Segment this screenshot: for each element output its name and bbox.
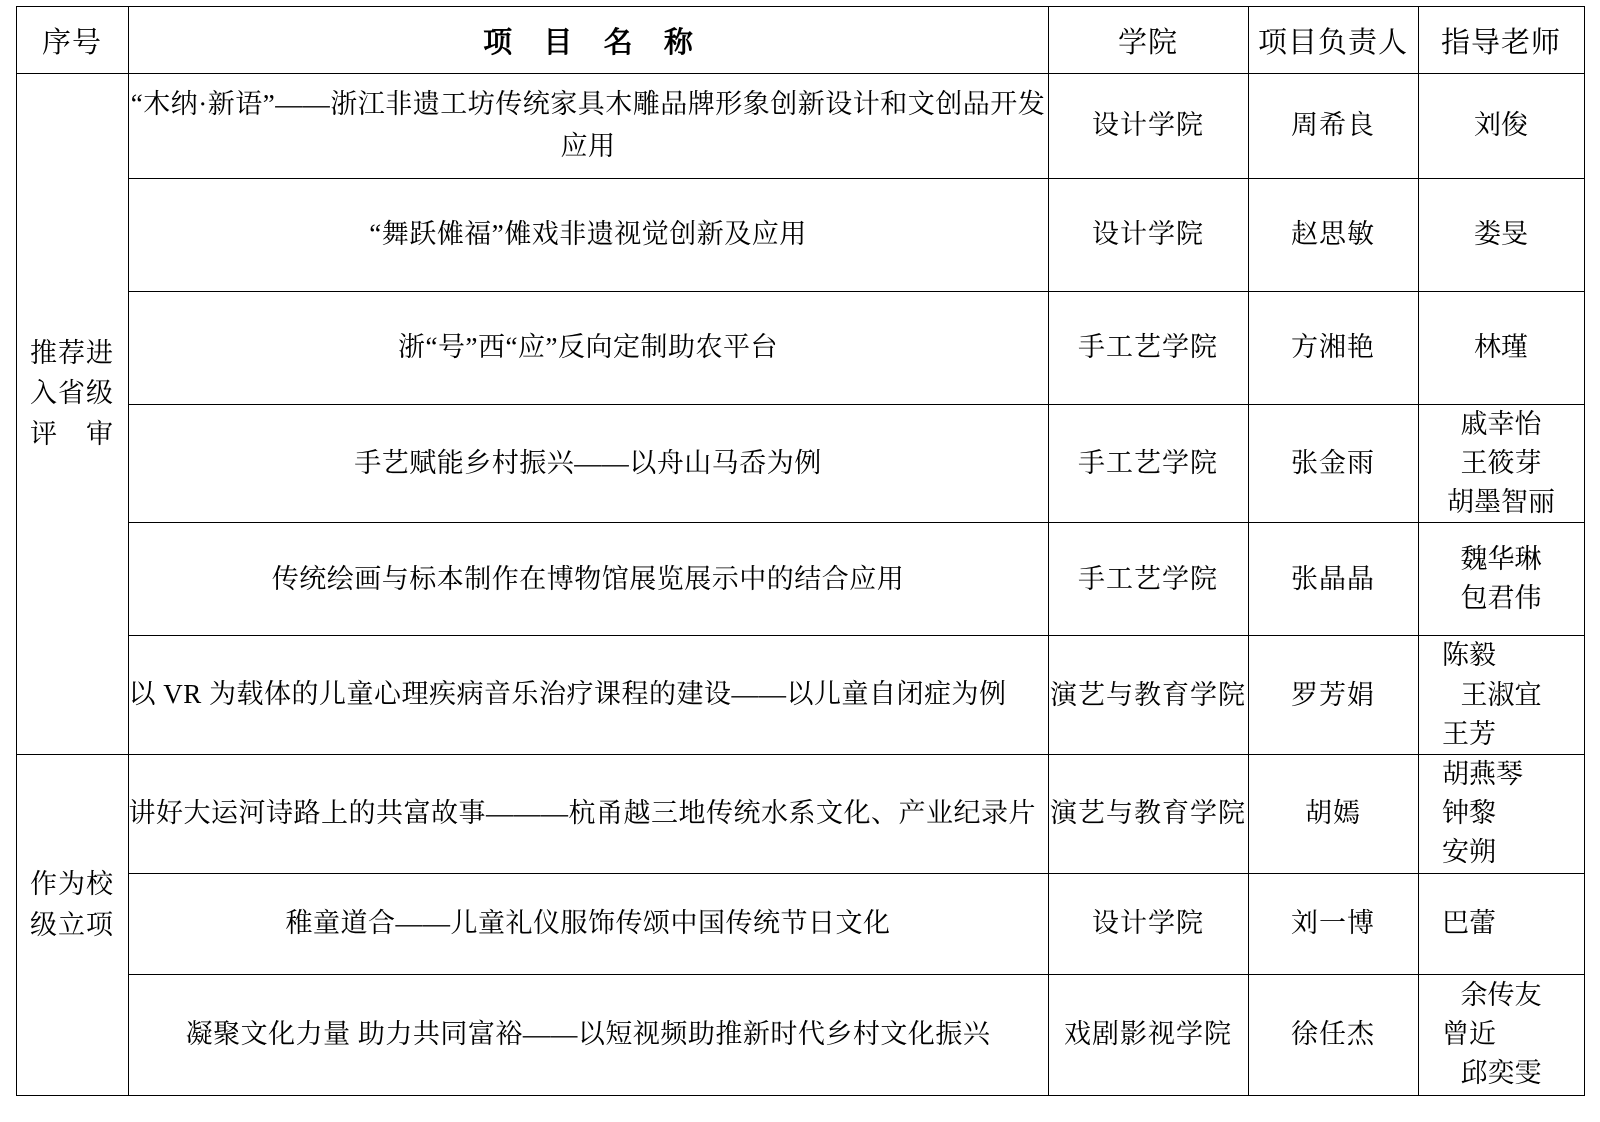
header-project-name: 项 目 名 称 bbox=[128, 7, 1048, 74]
project-college: 设计学院 bbox=[1048, 179, 1248, 292]
project-teacher: 娄旻 bbox=[1418, 179, 1584, 292]
project-name: 浙“号”西“应”反向定制助农平台 bbox=[128, 292, 1048, 405]
header-college: 学院 bbox=[1048, 7, 1248, 74]
project-leader: 周希良 bbox=[1248, 74, 1418, 179]
header-leader: 项目负责人 bbox=[1248, 7, 1418, 74]
table-row bbox=[16, 405, 1584, 523]
table-row bbox=[16, 74, 1584, 179]
header-teacher: 指导老师 bbox=[1418, 7, 1584, 74]
project-list-table bbox=[16, 6, 1585, 1096]
table-row bbox=[16, 292, 1584, 405]
table-header-row bbox=[16, 7, 1584, 74]
project-name: 讲好大运河诗路上的共富故事———杭甬越三地传统水系文化、产业纪录片 bbox=[128, 754, 1048, 873]
project-name: “木纳·新语”——浙江非遗工坊传统家具木雕品牌形象创新设计和文创品开发应用 bbox=[128, 74, 1048, 179]
project-name: “舞跃傩福”傩戏非遗视觉创新及应用 bbox=[128, 179, 1048, 292]
table-row bbox=[16, 179, 1584, 292]
project-leader: 胡嫣 bbox=[1248, 754, 1418, 873]
table-row bbox=[16, 754, 1584, 873]
project-college: 设计学院 bbox=[1048, 74, 1248, 179]
project-teacher: 胡燕琴 钟黎 安朔 bbox=[1418, 754, 1584, 873]
project-college: 设计学院 bbox=[1048, 873, 1248, 974]
group-label-recommended: 推荐进入省级评审 bbox=[16, 74, 128, 755]
project-name: 手艺赋能乡村振兴——以舟山马岙为例 bbox=[128, 405, 1048, 523]
project-leader: 罗芳娟 bbox=[1248, 636, 1418, 754]
project-college: 戏剧影视学院 bbox=[1048, 974, 1248, 1095]
project-teacher: 巴蕾 bbox=[1418, 873, 1584, 974]
project-name: 传统绘画与标本制作在博物馆展览展示中的结合应用 bbox=[128, 523, 1048, 636]
project-leader: 刘一博 bbox=[1248, 873, 1418, 974]
project-name: 凝聚文化力量 助力共同富裕——以短视频助推新时代乡村文化振兴 bbox=[128, 974, 1048, 1095]
table-row bbox=[16, 974, 1584, 1095]
project-college: 手工艺学院 bbox=[1048, 292, 1248, 405]
project-teacher: 余传友 曾近 邱奕雯 bbox=[1418, 974, 1584, 1095]
project-teacher: 陈毅 王淑宜 王芳 bbox=[1418, 636, 1584, 754]
project-leader: 张金雨 bbox=[1248, 405, 1418, 523]
project-name: 以 VR 为载体的儿童心理疾病音乐治疗课程的建设——以儿童自闭症为例 bbox=[128, 636, 1048, 754]
project-name: 稚童道合——儿童礼仪服饰传颂中国传统节日文化 bbox=[128, 873, 1048, 974]
group-label-school-level: 作为校级立项 bbox=[16, 754, 128, 1095]
table-row bbox=[16, 523, 1584, 636]
project-teacher: 刘俊 bbox=[1418, 74, 1584, 179]
table-row bbox=[16, 873, 1584, 974]
project-college: 手工艺学院 bbox=[1048, 523, 1248, 636]
project-college: 演艺与教育学院 bbox=[1048, 636, 1248, 754]
project-teacher: 魏华琳 包君伟 bbox=[1418, 523, 1584, 636]
project-teacher: 戚幸怡 王筱芽 胡墨智丽 bbox=[1418, 405, 1584, 523]
project-college: 演艺与教育学院 bbox=[1048, 754, 1248, 873]
project-leader: 方湘艳 bbox=[1248, 292, 1418, 405]
project-leader: 徐任杰 bbox=[1248, 974, 1418, 1095]
table-row bbox=[16, 636, 1584, 754]
project-teacher: 林瑾 bbox=[1418, 292, 1584, 405]
header-seq: 序号 bbox=[16, 7, 128, 74]
project-leader: 赵思敏 bbox=[1248, 179, 1418, 292]
project-college: 手工艺学院 bbox=[1048, 405, 1248, 523]
project-leader: 张晶晶 bbox=[1248, 523, 1418, 636]
